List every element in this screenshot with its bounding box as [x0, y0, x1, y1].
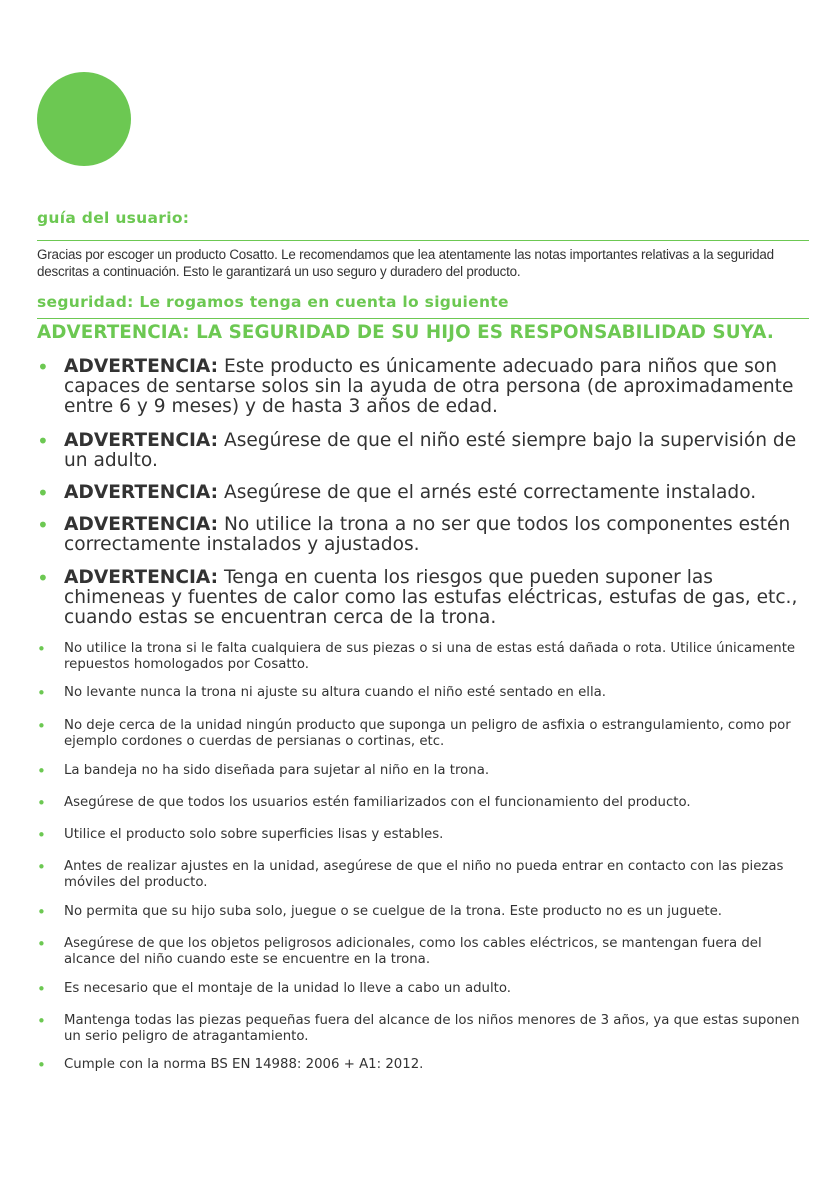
- note-item: [37, 859, 817, 891]
- guide-title: guía del usuario:: [37, 209, 190, 227]
- bullet-icon: •: [37, 903, 46, 921]
- bullet-icon: •: [37, 935, 46, 953]
- bullet-icon: •: [37, 1012, 46, 1030]
- note-text: No permita que su hijo suba solo, juegue o se cuelgue de la trona. Este producto no es un juguete.: [64, 904, 723, 919]
- bullet-icon: •: [37, 858, 46, 876]
- bullet-icon: •: [37, 481, 49, 505]
- bullet-icon: •: [37, 1056, 46, 1074]
- bullet-icon: •: [37, 566, 49, 590]
- note-item: [37, 641, 817, 673]
- note-text: No deje cerca de la unidad ningún producto que suponga un peligro de asfixia o estrangulamiento, como por ejemplo cordones o cuerdas de persianas o cortinas, etc.: [64, 718, 791, 749]
- warning-label: ADVERTENCIA:: [64, 567, 219, 588]
- safety-title: seguridad: Le rogamos tenga en cuenta lo siguiente: [37, 293, 509, 311]
- note-text: Asegúrese de que los objetos peligrosos adicionales, como los cables eléctricos, se mantengan fuera del alcance del niño cuando este se encuentre en la trona.: [64, 936, 762, 967]
- warning-text: No utilice la trona a no ser que todos los componentes estén correctamente instalados y ajustados.: [64, 514, 791, 555]
- bullet-icon: •: [37, 980, 46, 998]
- note-item: [37, 718, 817, 750]
- warning-label: ADVERTENCIA:: [64, 514, 219, 535]
- warning-text: Asegúrese de que el arnés esté correctamente instalado.: [224, 482, 757, 503]
- warning-text: Tenga en cuenta los riesgos que pueden suponer las chimeneas y fuentes de calor como las estufas eléctricas, estufas de gas, etc., cuando estas se encuentran cerca de la trona.: [64, 567, 798, 628]
- note-item: [37, 685, 817, 701]
- note-text: Cumple con la norma BS EN 14988: 2006 + A1: 2012.: [64, 1057, 424, 1072]
- divider-rule: [37, 318, 809, 319]
- warning-text: Este producto es únicamente adecuado para niños que son capaces de sentarse solos sin la ayuda de otra persona (de aproximadamente entre 6 y 9 meses) y de hasta 3 años de edad.: [64, 356, 794, 417]
- bullet-icon: •: [37, 429, 49, 453]
- warning-item: [37, 568, 817, 628]
- note-text: Mantenga todas las piezas pequeñas fuera del alcance de los niños menores de 3 años, ya que estas suponen un serio peligro de atragantamiento.: [64, 1013, 800, 1044]
- note-text: Asegúrese de que todos los usuarios estén familiarizados con el funcionamiento del producto.: [64, 795, 691, 810]
- note-item: [37, 795, 817, 811]
- bullet-icon: •: [37, 513, 49, 537]
- warning-label: ADVERTENCIA:: [64, 482, 219, 503]
- bullet-icon: •: [37, 794, 46, 812]
- note-item: [37, 763, 817, 779]
- bullet-icon: •: [37, 640, 46, 658]
- warning-label: ADVERTENCIA:: [64, 356, 219, 377]
- warning-item: [37, 483, 817, 503]
- note-text: Es necesario que el montaje de la unidad lo lleve a cabo un adulto.: [64, 981, 512, 996]
- bullet-icon: •: [37, 684, 46, 702]
- note-item: [37, 827, 817, 843]
- main-warning-heading: ADVERTENCIA: LA SEGURIDAD DE SU HIJO ES RESPONSABILIDAD SUYA.: [37, 322, 774, 343]
- warning-text: Asegúrese de que el niño esté siempre bajo la supervisión de un adulto.: [64, 430, 797, 471]
- note-item: [37, 1057, 817, 1073]
- bullet-icon: •: [37, 762, 46, 780]
- note-item: [37, 904, 817, 920]
- note-item: [37, 936, 817, 968]
- note-text: No levante nunca la trona ni ajuste su altura cuando el niño esté sentado en ella.: [64, 685, 607, 700]
- warning-label: ADVERTENCIA:: [64, 430, 219, 451]
- bullet-icon: •: [37, 355, 49, 379]
- bullet-icon: •: [37, 717, 46, 735]
- green-circle-decoration: [37, 72, 131, 166]
- note-text: Utilice el producto solo sobre superficies lisas y estables.: [64, 827, 444, 842]
- warning-item: [37, 357, 817, 417]
- note-text: Antes de realizar ajustes en la unidad, asegúrese de que el niño no pueda entrar en contacto con las piezas móviles del producto.: [64, 859, 784, 890]
- divider-rule: [37, 240, 809, 241]
- warning-item: [37, 431, 817, 471]
- note-text: La bandeja no ha sido diseñada para sujetar al niño en la trona.: [64, 763, 490, 778]
- note-text: No utilice la trona si le falta cualquiera de sus piezas o si una de estas está dañada o rota. Utilice únicamente repuestos homologados por Cosatto.: [64, 641, 796, 672]
- warning-item: [37, 515, 817, 555]
- note-item: [37, 981, 817, 997]
- bullet-icon: •: [37, 826, 46, 844]
- note-item: [37, 1013, 817, 1045]
- intro-paragraph: Gracias por escoger un producto Cosatto. Le recomendamos que lea atentamente las notas importantes relativas a la seguridad descritas a continuación. Esto le garantizará un uso seguro y duradero del producto.: [37, 247, 774, 279]
